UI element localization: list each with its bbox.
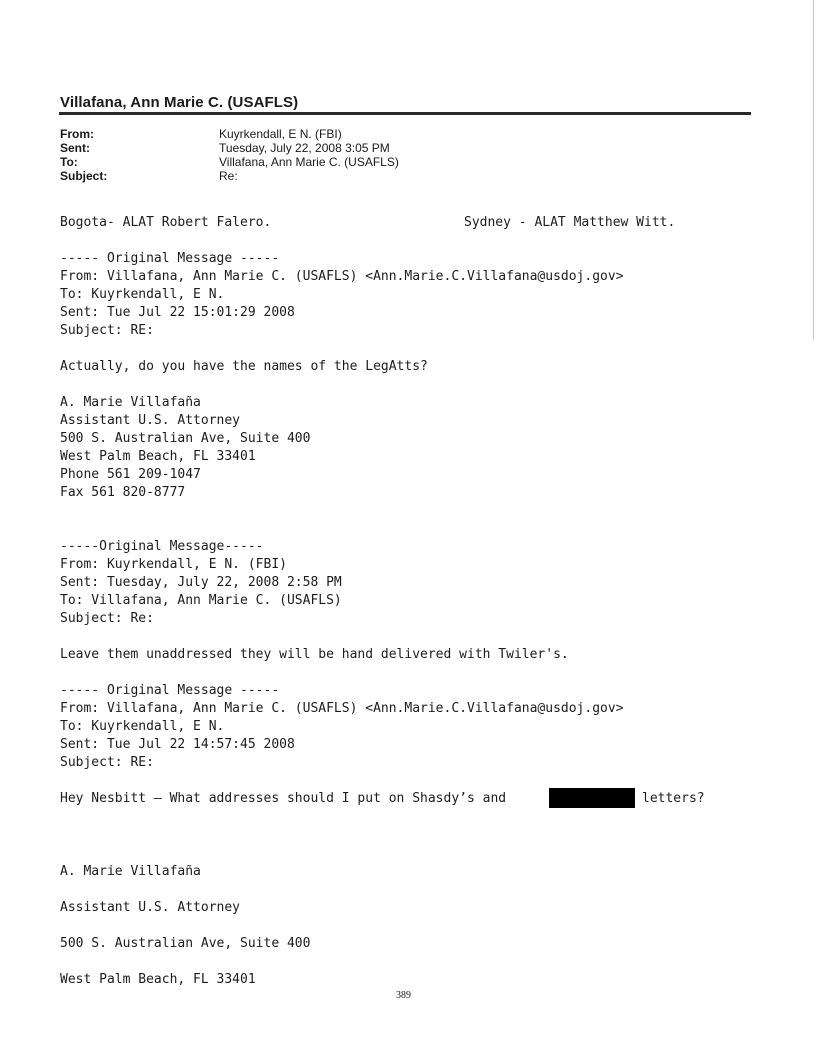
msg2-sent: Sent: Tuesday, July 22, 2008 2:58 PM — [60, 575, 342, 590]
msg2-body: Leave them unaddressed they will be hand delivered with Twiler's. — [60, 647, 569, 662]
msg1-sig-address: 500 S. Australian Ave, Suite 400 — [60, 431, 311, 446]
sent-value: Tuesday, July 22, 2008 3:05 PM — [219, 141, 390, 155]
scan-edge-line — [813, 0, 814, 340]
page-number: 389 — [396, 990, 411, 1001]
msg3-sig-city: West Palm Beach, FL 33401 — [60, 972, 256, 987]
msg1-sent: Sent: Tue Jul 22 15:01:29 2008 — [60, 305, 295, 320]
msg3-subject: Subject: RE: — [60, 755, 154, 770]
msg3-body-end: letters? — [642, 791, 705, 806]
msg1-sig-title: Assistant U.S. Attorney — [60, 413, 241, 428]
msg3-sig-address: 500 S. Australian Ave, Suite 400 — [60, 936, 311, 951]
msg2-to: To: Villafana, Ann Marie C. (USAFLS) — [60, 593, 342, 608]
from-label: From: — [60, 127, 94, 141]
msg1-to: To: Kuyrkendall, E N. — [60, 287, 225, 302]
mailbox-owner-title: Villafana, Ann Marie C. (USAFLS) — [60, 94, 299, 111]
msg3-sig-name: A. Marie Villafaña — [60, 864, 201, 879]
to-value: Villafana, Ann Marie C. (USAFLS) — [219, 155, 399, 169]
msg3-sent: Sent: Tue Jul 22 14:57:45 2008 — [60, 737, 295, 752]
msg1-sig-fax: Fax 561 820-8777 — [60, 485, 186, 500]
msg1-sig-name: A. Marie Villafaña — [60, 395, 201, 410]
sent-label: Sent: — [60, 141, 90, 155]
msg1-body: Actually, do you have the names of the LegAtts? — [60, 359, 428, 374]
redaction-box — [549, 788, 635, 808]
msg2-separator: -----Original Message----- — [60, 539, 264, 554]
title-rule — [59, 112, 751, 115]
msg3-to: To: Kuyrkendall, E N. — [60, 719, 225, 734]
reply-sydney: Sydney - ALAT Matthew Witt. — [464, 215, 676, 230]
msg1-from: From: Villafana, Ann Marie C. (USAFLS) <Ann.Marie.C.Villafana@usdoj.gov> — [60, 269, 624, 284]
subject-label: Subject: — [60, 169, 108, 183]
msg2-subject: Subject: Re: — [60, 611, 154, 626]
from-value: Kuyrkendall, E N. (FBI) — [219, 127, 342, 141]
msg3-from: From: Villafana, Ann Marie C. (USAFLS) <Ann.Marie.C.Villafana@usdoj.gov> — [60, 701, 624, 716]
msg1-sig-city: West Palm Beach, FL 33401 — [60, 449, 256, 464]
msg2-from: From: Kuyrkendall, E N. (FBI) — [60, 557, 287, 572]
msg3-separator: ----- Original Message ----- — [60, 683, 280, 698]
msg1-sig-phone: Phone 561 209-1047 — [60, 467, 201, 482]
subject-value: Re: — [219, 169, 238, 183]
to-label: To: — [60, 155, 78, 169]
reply-bogota: Bogota- ALAT Robert Falero. — [60, 215, 272, 230]
msg3-sig-title: Assistant U.S. Attorney — [60, 900, 241, 915]
msg1-separator: ----- Original Message ----- — [60, 251, 280, 266]
msg3-body-start: Hey Nesbitt – What addresses should I put on Shasdy’s and — [60, 791, 507, 806]
msg1-subject: Subject: RE: — [60, 323, 154, 338]
